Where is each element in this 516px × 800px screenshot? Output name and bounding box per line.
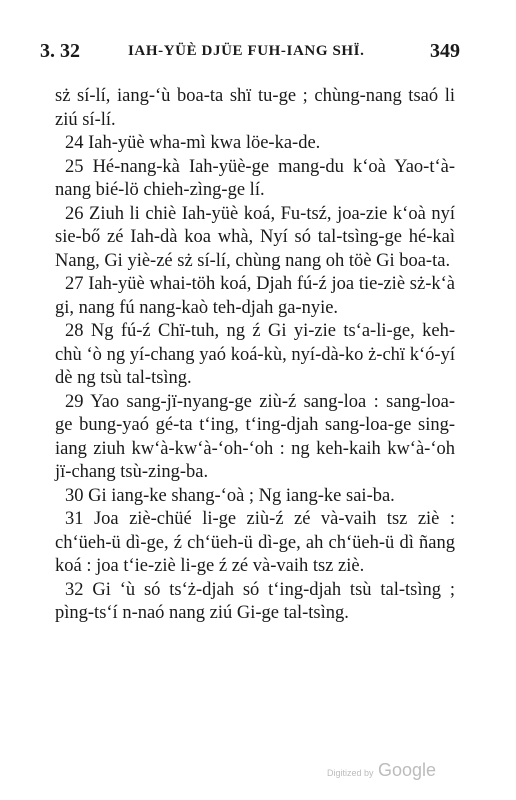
body-text <box>55 85 455 626</box>
continuation-paragraph: sż sí-lí, iang-‘ù boa-ta shï tu-ge ; chùng-nang tsaó li ziú sí-lí. <box>55 86 455 130</box>
running-title: IAH-YÜÈ DJÜE FUH-IANG SHÏ. <box>128 43 365 59</box>
verse-27: 27 Iah-yüè whai-töh koá, Djah fú-ź joa tie-ziè sż-k‘à gi, nang fú nang-kaò teh-djah ga-nyie. <box>55 274 455 318</box>
verse-28: 28 Ng fú-ź Chï-tuh, ng ź Gi yi-zie ts‘a-li-ge, keh-chù ‘ò ng yí-chang yaó koá-kù, nyí-dà-ko ż-chï k‘ó-yí dè ng tsù tal-tsìng. <box>55 321 455 388</box>
page-number: 349 <box>430 40 460 62</box>
verse-32: 32 Gi ‘ù só ts‘ż-djah só t‘ing-djah tsù tal-tsìng ; pìng-ts‘í n-naó nang ziú Gi-ge tal-tsìng. <box>55 579 455 623</box>
verse-31: 31 Joa ziè-chüé li-ge ziù-ź zé và-vaih tsz ziè : ch‘üeh-ü dì-ge, ź ch‘üeh-ü dì-ge, ah ch‘üeh-ü dì ñang koá : joa t‘ie-ziè li-ge ź zé và-vaih tsz ziè. <box>55 509 455 576</box>
verse-26: 26 Ziuh li chiè Iah-yüè koá, Fu-tsź, joa-zie k‘oà nyí sie-bő zé Iah-dà koa whà, Nyí só tal-tsìng-ge hé-kaì Nang, Gi yiè-zé sż sí-lí, chùng nang oh töè Gi boa-ta. <box>55 203 455 271</box>
verse-29: 29 Yao sang-jï-nyang-ge ziù-ź sang-loa : sang-loa-ge bung-yaó gé-ta t‘ing, t‘ing-djah sang-loa-ge sing-iang ziuh kw‘à-kw‘à-‘oh-‘oh : ng keh-kaih kw‘à-‘oh jï-chang tsù-zing-ba. <box>55 391 455 482</box>
google-logo: Google <box>377 760 436 780</box>
page-header <box>40 40 460 70</box>
chapter-verse-ref: 3. 32 <box>40 40 80 62</box>
verse-30: 30 Gi iang-ke shang-‘oà ; Ng iang-ke sai-ba. <box>65 485 395 506</box>
verse-24: 24 Iah-yüè wha-mì kwa löe-ka-de. <box>65 133 321 153</box>
watermark-prefix: Digitized by <box>326 768 374 778</box>
digitization-watermark <box>327 760 436 781</box>
verse-25: 25 Hé-nang-kà Iah-yüè-ge mang-du k‘oà Yao-t‘à-nang bié-lö chieh-zìng-ge lí. <box>55 156 455 200</box>
